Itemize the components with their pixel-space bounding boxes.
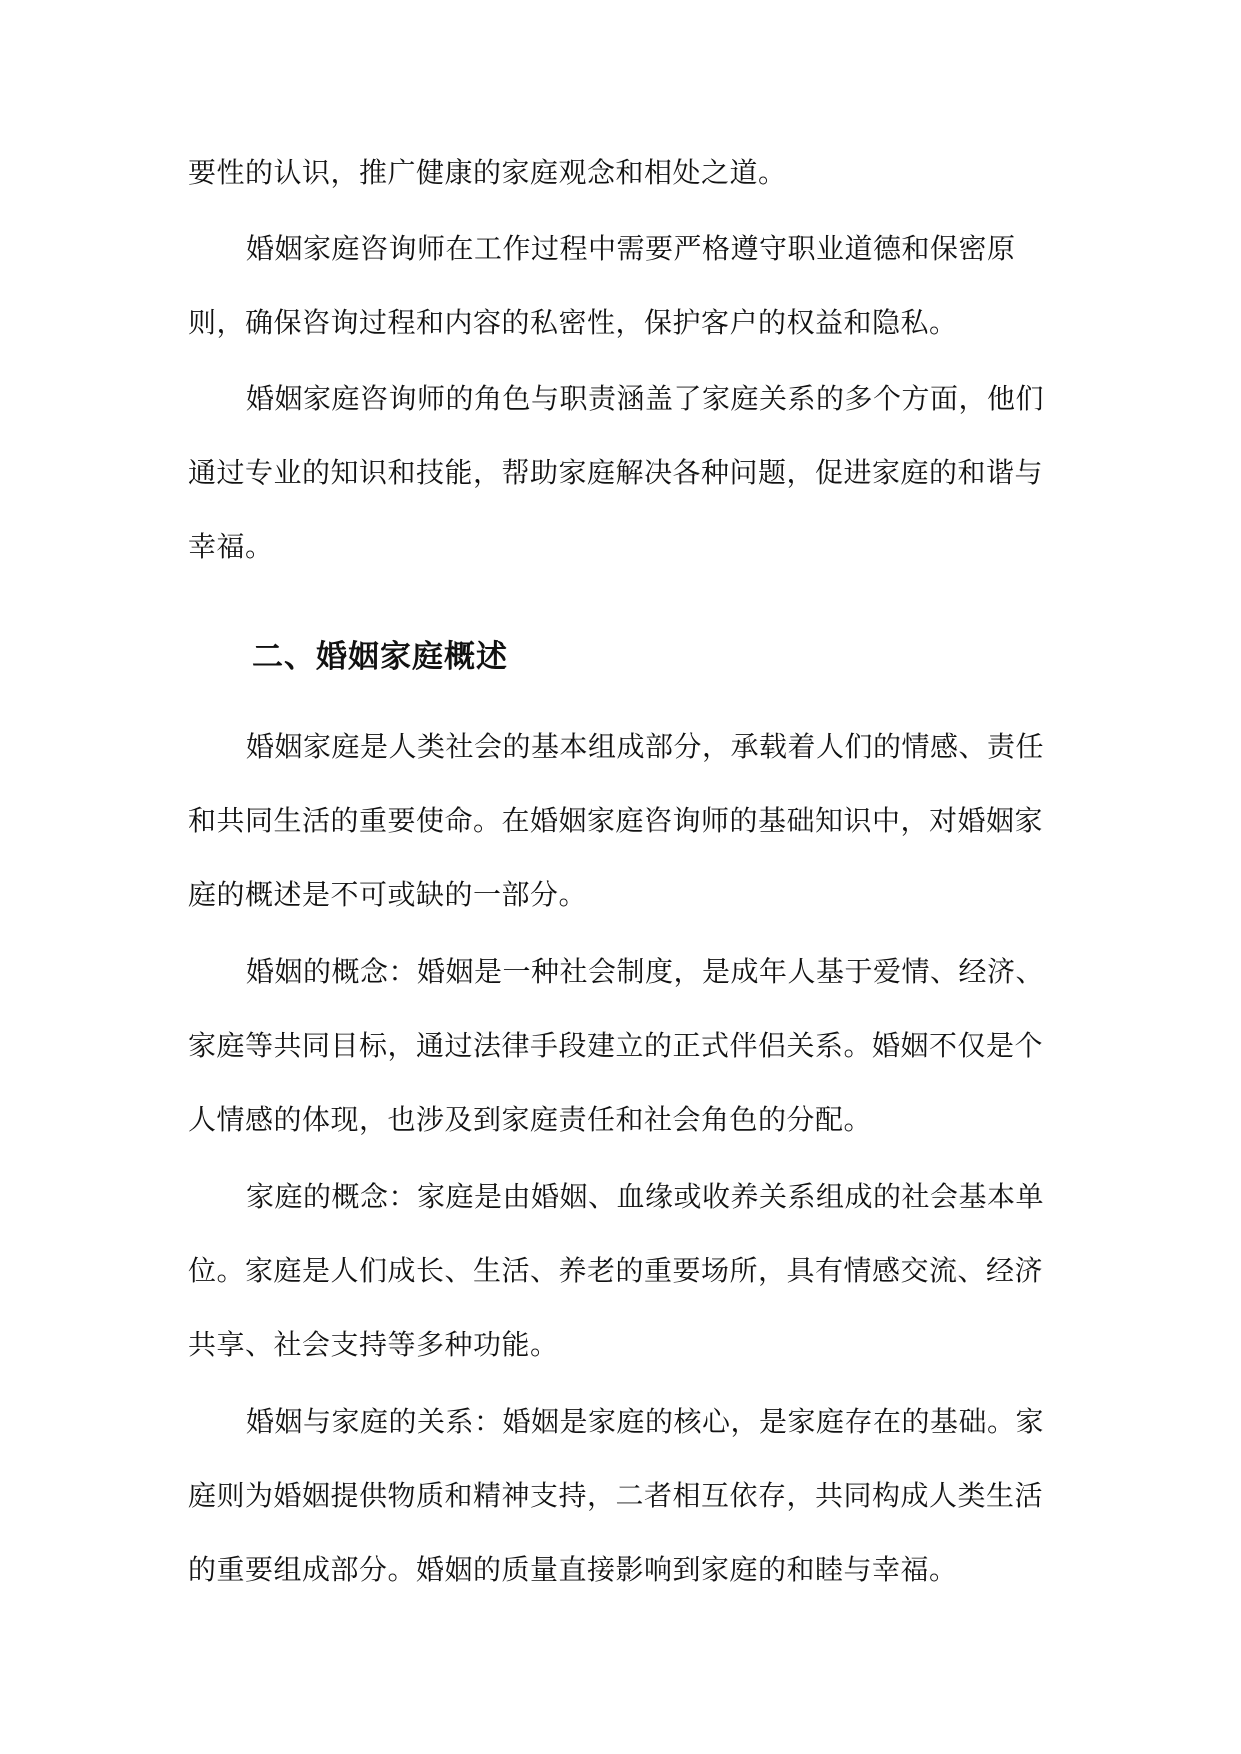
ethics-paragraph: 婚姻家庭咨询师在工作过程中需要严格遵守职业道德和保密原则，确保咨询过程和内容的私密性，保护客户的权益和隐私。 — [188, 232, 1016, 339]
section-heading: 二、婚姻家庭概述 — [252, 639, 508, 675]
intro-continuation-paragraph: 要性的认识，推广健康的家庭观念和相处之道。 — [188, 156, 787, 189]
family-concept-paragraph: 家庭的概念：家庭是由婚姻、血缘或收养关系组成的社会基本单位。家庭是人们成长、生活、养老的重要场所，具有情感交流、经济共享、社会支持等多种功能。 — [188, 1180, 1045, 1361]
marriage-concept-paragraph: 婚姻的概念：婚姻是一种社会制度，是成年人基于爱情、经济、家庭等共同目标，通过法律手段建立的正式伴侣关系。婚姻不仅是个人情感的体现，也涉及到家庭责任和社会角色的分配。 — [188, 955, 1045, 1136]
marriage-family-relation-paragraph: 婚姻与家庭的关系：婚姻是家庭的核心，是家庭存在的基础。家庭则为婚姻提供物质和精神支持，二者相互依存，共同构成人类生活的重要组成部分。婚姻的质量直接影响到家庭的和睦与幸福。 — [188, 1405, 1045, 1586]
summary-paragraph: 婚姻家庭咨询师的角色与职责涵盖了家庭关系的多个方面，他们通过专业的知识和技能，帮助家庭解决各种问题，促进家庭的和谐与幸福。 — [188, 382, 1045, 563]
overview-paragraph: 婚姻家庭是人类社会的基本组成部分，承载着人们的情感、责任和共同生活的重要使命。在婚姻家庭咨询师的基础知识中，对婚姻家庭的概述是不可或缺的一部分。 — [188, 730, 1045, 911]
